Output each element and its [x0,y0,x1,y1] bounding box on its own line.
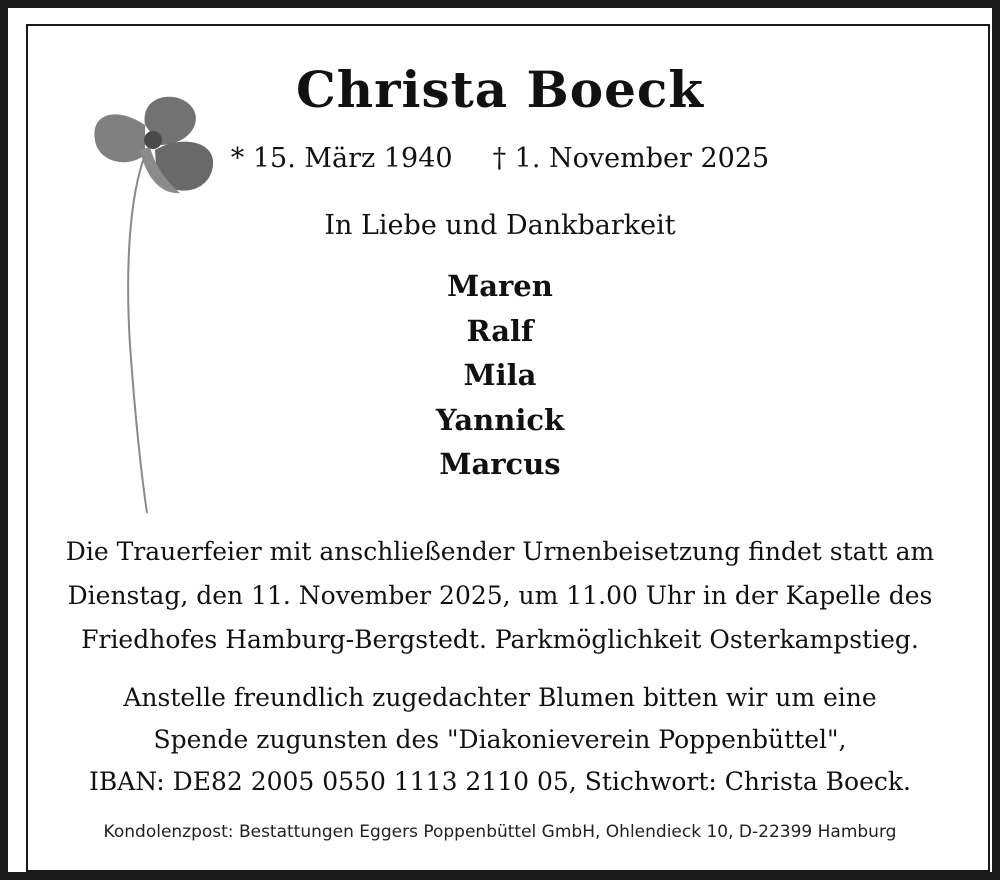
ceremony-line: Friedhofes Hamburg-Bergstedt. Parkmöglichkeit Osterkampstieg. [81,625,919,654]
life-dates [160,143,840,174]
deceased-name: Christa Boeck [295,60,705,119]
donation-line: IBAN: DE82 2005 0550 1113 2110 05, Stichwort: Christa Boeck. [89,767,911,796]
mourner-name: Yannick [435,402,565,437]
condolence-address: Kondolenzpost: Bestattungen Eggers Poppenbüttel GmbH, Ohlendieck 10, D-22399 Hamburg [103,822,897,842]
death-date: † 1. November 2025 [492,143,770,174]
mourner-name: Mila [463,358,537,392]
mourner-name: Maren [447,269,553,303]
ceremony-line: Dienstag, den 11. November 2025, um 11.00 Uhr in der Kapelle des [67,581,933,610]
donation-line: Spende zugunsten des "Diakonieverein Poppenbüttel", [153,725,847,754]
mourner-name: Marcus [439,447,561,481]
mourner-name: Ralf [466,313,534,348]
mourner-list [0,264,1000,487]
donation-line: Anstelle freundlich zugedachter Blumen bitten wir um eine [123,683,877,712]
birth-date: * 15. März 1940 [230,143,453,174]
tribute-line: In Liebe und Dankbarkeit [324,210,676,241]
ceremony-details [40,530,960,662]
ceremony-line: Die Trauerfeier mit anschließender Urnenbeisetzung findet statt am [65,537,935,566]
donation-request [40,677,960,803]
